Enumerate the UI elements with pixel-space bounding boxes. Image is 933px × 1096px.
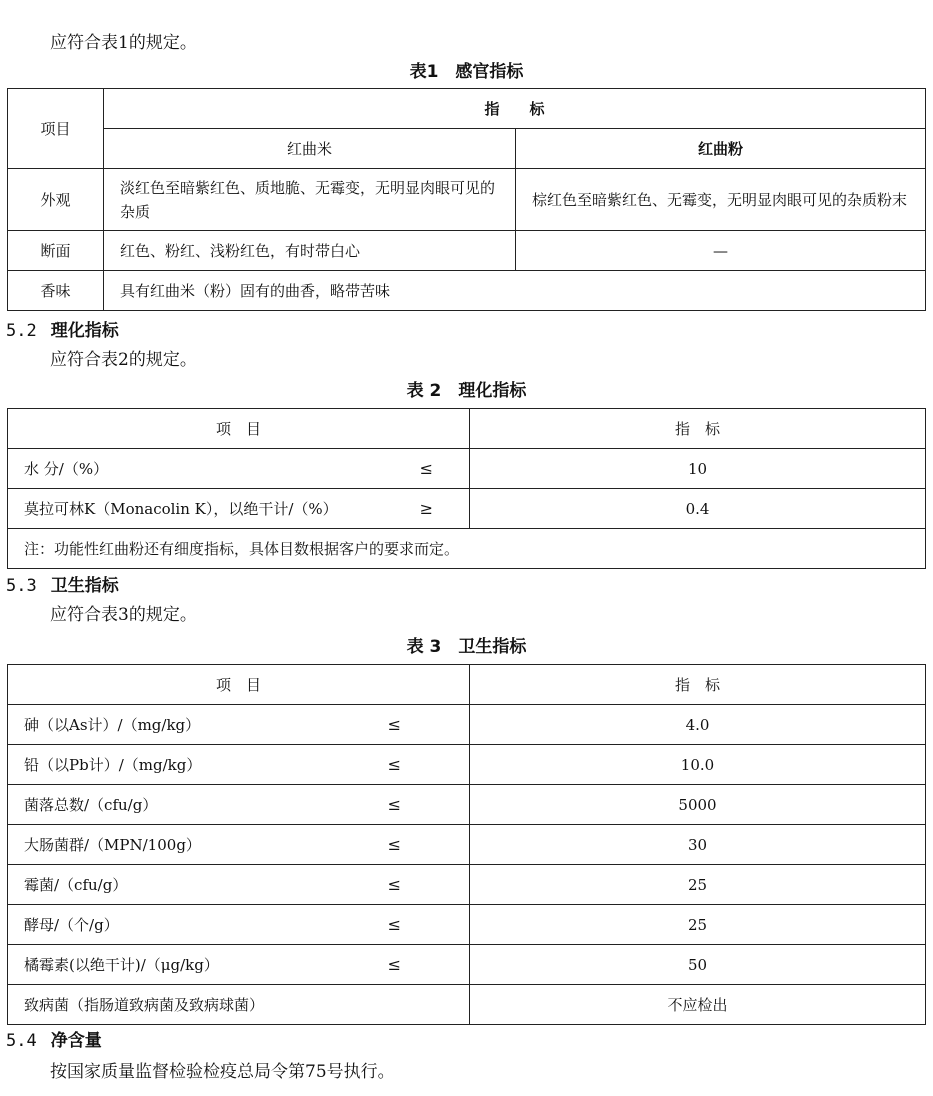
table-row [8,825,926,865]
comparison-symbol: ≤ [419,458,433,478]
item-label: 砷（以As计）/（mg/kg） [24,715,201,734]
table3-cell-value: 25 [470,865,926,905]
section-5-2-text: 应符合表2的规定。 [50,350,197,370]
item-label: 莫拉可林K（Monacolin K），以绝干计/（%） [24,499,338,518]
table-row [8,231,926,271]
table1-cell-powder: 棕红色至暗紫红色、无霉变，无明显肉眼可见的杂质粉末 [516,169,926,231]
table3-cell-item: 致病菌（指肠道致病菌及致病球菌） [8,985,470,1025]
table-row [8,865,926,905]
table1-cell-rice: 红色、粉红、浅粉红色，有时带白心 [104,231,516,271]
section-5-2-heading [6,321,119,341]
table3-cell-value: 10.0 [470,745,926,785]
item-label: 酵母/（个/g） [24,915,119,934]
table1-caption: 表1 感官指标 [409,62,524,82]
table3-cell-value: 不应检出 [470,985,926,1025]
table-row [8,905,926,945]
table-row [8,169,926,231]
comparison-symbol: ≤ [387,714,401,734]
table2-cell-item [8,489,470,529]
section-number: 5.3 [6,576,37,596]
table3-cell-item [8,945,470,985]
comparison-symbol: ≤ [387,834,401,854]
section-number: 5.4 [6,1031,37,1051]
table2-cell-item [8,449,470,489]
table-row [8,945,926,985]
section-number: 5.2 [6,321,37,341]
section-5-3-text: 应符合表3的规定。 [50,605,197,625]
section-5-4-heading [6,1031,102,1051]
table3-head-index: 指 标 [470,665,926,705]
table3-cell-item [8,745,470,785]
table3-caption: 表 3 卫生指标 [406,637,527,657]
table3-cell-value: 25 [470,905,926,945]
item-label: 橘霉素(以绝干计)/（μg/kg） [24,955,219,974]
table1-cell-merged: 具有红曲米（粉）固有的曲香，略带苦味 [104,271,926,311]
table-row [8,745,926,785]
section-5-3-heading [6,576,119,596]
comparison-symbol: ≥ [419,498,433,518]
table3-cell-item [8,825,470,865]
table3-cell-item [8,865,470,905]
item-label: 菌落总数/（cfu/g） [24,795,158,814]
table-row [8,705,926,745]
comparison-symbol: ≤ [387,954,401,974]
comparison-symbol: ≤ [387,794,401,814]
item-label: 铅（以Pb计）/（mg/kg） [24,755,202,774]
table1-cell-item: 断面 [8,231,104,271]
table2-head-item: 项 目 [8,409,470,449]
table1-sub-rice: 红曲米 [104,129,516,169]
item-label: 大肠菌群/（MPN/100g） [24,835,201,854]
section-5-4-text: 按国家质量监督检验检疫总局令第75号执行。 [50,1062,395,1082]
table3-cell-item [8,705,470,745]
section-title: 理化指标 [50,321,119,341]
table1-head-item: 项目 [8,89,104,169]
table3-head-item: 项 目 [8,665,470,705]
table3-cell-item [8,905,470,945]
table1-sub-powder: 红曲粉 [516,129,926,169]
table3-cell-value: 5000 [470,785,926,825]
table1-cell-item: 香味 [8,271,104,311]
table2-physchem [7,408,926,569]
table1-cell-item: 外观 [8,169,104,231]
table3-cell-value: 30 [470,825,926,865]
table1-cell-powder: — [516,231,926,271]
section-title: 卫生指标 [50,576,119,596]
comparison-symbol: ≤ [387,914,401,934]
table-row [8,449,926,489]
table3-cell-value: 50 [470,945,926,985]
table-row [8,271,926,311]
comparison-symbol: ≤ [387,874,401,894]
table-row [8,985,926,1025]
intro-paragraph-1: 应符合表1的规定。 [50,33,197,53]
table2-head-index: 指 标 [470,409,926,449]
item-label: 水 分/（%） [24,459,109,478]
table2-note: 注：功能性红曲粉还有细度指标，具体目数根据客户的要求而定。 [8,529,926,569]
table3-cell-value: 4.0 [470,705,926,745]
table3-cell-item [8,785,470,825]
table1-head-index: 指 标 [104,89,926,129]
table2-cell-value: 0.4 [470,489,926,529]
table-row [8,489,926,529]
comparison-symbol: ≤ [387,754,401,774]
table1-cell-rice: 淡红色至暗紫红色、质地脆、无霉变，无明显肉眼可见的杂质 [104,169,516,231]
table1-sensory [7,88,926,311]
table3-hygiene [7,664,926,1025]
table-row [8,785,926,825]
table2-cell-value: 10 [470,449,926,489]
item-label: 霉菌/（cfu/g） [24,875,128,894]
table2-caption: 表 2 理化指标 [406,381,527,401]
section-title: 净含量 [50,1031,102,1051]
